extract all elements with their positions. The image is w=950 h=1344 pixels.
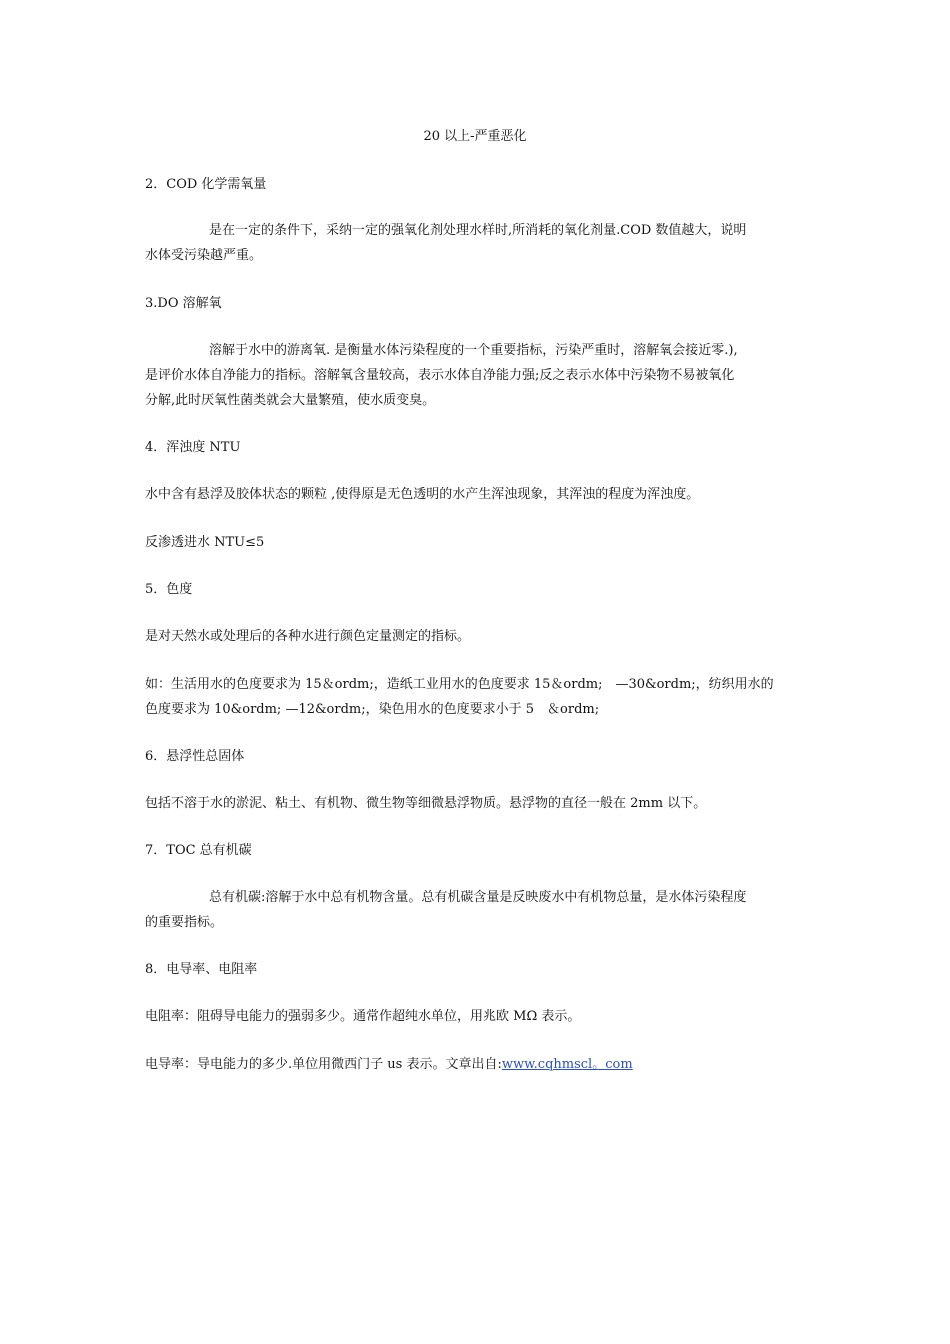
- section-2-paragraph-line-1: 是在一定的条件下，采纳一定的强氧化剂处理水样时,所消耗的氧化剂量.COD 数值越大，说明: [209, 223, 747, 238]
- section-3-paragraph-line-2: 是评价水体自净能力的指标。溶解氧含量较高，表示水体自净能力强;反之表示水体中污染物不易被氧化: [145, 368, 735, 383]
- section-7-paragraph-line-2: 的重要指标。: [145, 915, 224, 930]
- section-3-paragraph-line-3: 分解,此时厌氧性菌类就会大量繁殖，使水质变臭。: [145, 393, 436, 408]
- section-7-paragraph-line-1: 总有机碳:溶解于水中总有机物含量。总有机碳含量是反映废水中有机物总量，是水体污染程度: [209, 890, 747, 905]
- section-5-paragraph-1: 是对天然水或处理后的各种水进行颜色定量测定的指标。: [145, 629, 471, 644]
- section-2-paragraph-line-2: 水体受污染越严重。: [145, 248, 263, 263]
- section-7-heading: 7．TOC 总有机碳: [145, 843, 252, 858]
- section-4-paragraph-2: 反渗透进水 NTU≤5: [145, 535, 265, 550]
- section-8-paragraph-1: 电阻率：阻碍导电能力的强弱多少。通常作超纯水单位，用兆欧 MΩ 表示。: [145, 1009, 581, 1024]
- section-5-heading: 5．色度: [145, 582, 193, 597]
- section-8-heading: 8．电导率、电阻率: [145, 962, 258, 977]
- section-6-paragraph-1: 包括不溶于水的淤泥、粘土、有机物、微生物等细微悬浮物质。悬浮物的直径一般在 2mm 以下。: [145, 796, 707, 811]
- section-4-heading: 4．浑浊度 NTU: [145, 440, 241, 455]
- section-6-heading: 6．悬浮性总固体: [145, 749, 245, 764]
- section-8-paragraph-2: [145, 1052, 810, 1077]
- section-3-heading: 3.DO 溶解氧: [145, 296, 222, 311]
- section-3-paragraph-line-1: 溶解于水中的游离氧. 是衡量水体污染程度的一个重要指标，污染严重时，溶解氧会接近零.),: [209, 343, 738, 358]
- section-5-paragraph-2-line-2: 色度要求为 10&ordm; —12&ordm;，染色用水的色度要求小于 5 ＆ordm;: [145, 702, 600, 717]
- section-5-paragraph-2-line-1: 如：生活用水的色度要求为 15＆ordm;，造纸工业用水的色度要求 15＆ordm; —30&ordm;，纺织用水的: [145, 677, 774, 692]
- section-4-paragraph-1: 水中含有悬浮及胶体状态的颗粒 ,使得原是无色透明的水产生浑浊现象，其浑浊的程度为浑浊度。: [145, 487, 700, 502]
- top-line: 20 以上-严重恶化: [423, 129, 527, 144]
- source-link[interactable]: www.cqhmscl。com: [501, 1057, 633, 1072]
- section-2-heading: 2．COD 化学需氧量: [145, 177, 267, 192]
- section-8-paragraph-2-text: 电导率：导电能力的多少.单位用微西门子 us 表示。文章出自:: [145, 1057, 502, 1072]
